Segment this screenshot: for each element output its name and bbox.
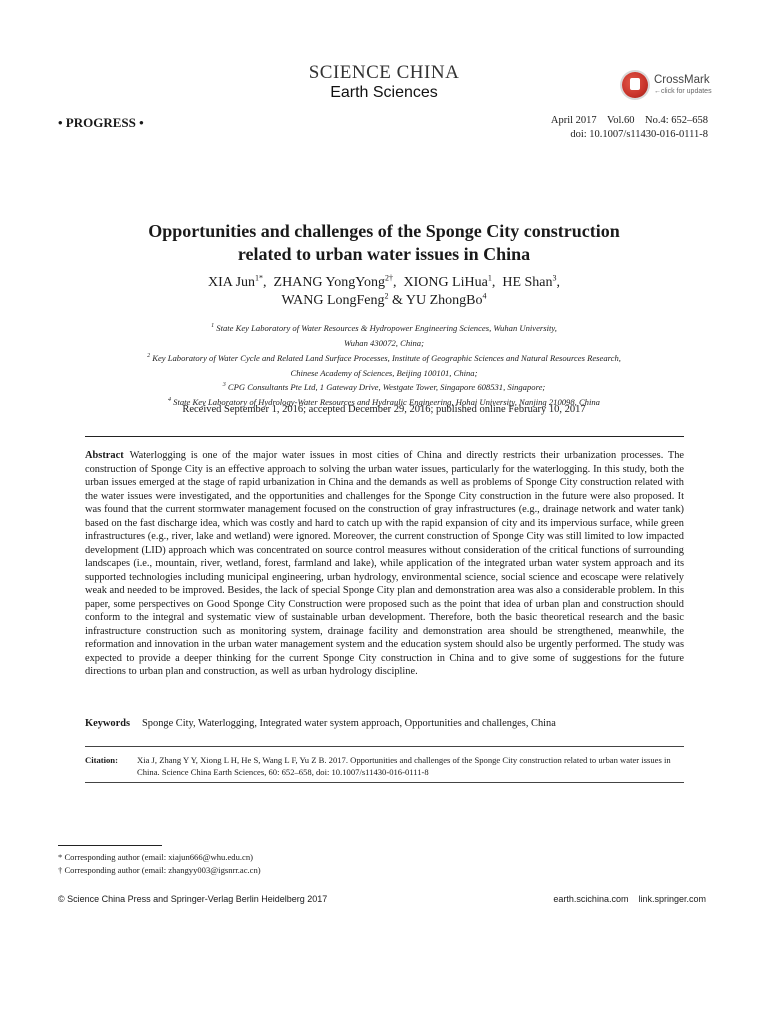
footnote-corresponding-1: * Corresponding author (email: xiajun666@whu.edu.cn) <box>58 852 254 862</box>
affil-number: 4 <box>168 397 172 404</box>
doi[interactable]: doi: 10.1007/s11430-016-0111-8 <box>570 129 708 140</box>
author-affil-mark: 1 <box>487 273 492 283</box>
footer-links <box>553 894 706 904</box>
author-separator: , <box>263 275 271 290</box>
citation-top-rule <box>85 746 684 747</box>
affiliations <box>0 320 768 409</box>
crossmark-title: CrossMark <box>654 74 710 86</box>
author-affil-mark: 1* <box>255 273 264 283</box>
author-affil-mark: 3 <box>552 273 557 283</box>
crossmark-icon <box>622 72 648 98</box>
author-list <box>0 274 768 310</box>
paper-title <box>0 220 768 266</box>
footnote-corresponding-2: † Corresponding author (email: zhangyy003@igsnrr.ac.cn) <box>58 865 261 875</box>
affiliation-line <box>0 379 768 394</box>
abstract <box>85 449 684 679</box>
abstract-label: Abstract <box>85 450 124 461</box>
crossmark-badge[interactable] <box>622 70 722 100</box>
affil-text: CPG Consultants Pte Ltd, 1 Gateway Drive, Westgate Tower, Singapore 608531, Singapore; <box>225 382 546 393</box>
affiliation-line <box>0 320 768 335</box>
keywords <box>85 718 684 729</box>
affiliation-line <box>0 365 768 380</box>
author-name: ZHANG YongYong <box>273 275 385 290</box>
affil-text: State Key Laboratory of Water Resources & Hydropower Engineering Sciences, Wuhan University, <box>214 322 557 333</box>
author-name: XIONG LiHua <box>403 275 488 290</box>
author-affil-mark: 4 <box>482 291 487 301</box>
author-affil-mark: 2 <box>384 291 389 301</box>
affil-number: 1 <box>211 323 215 329</box>
issue-info <box>551 114 708 142</box>
journal-website-link[interactable]: earth.scichina.com <box>553 894 629 904</box>
paper-title-line-2: related to urban water issues in China <box>237 244 531 264</box>
crossmark-subtitle: ←click for updates <box>654 88 712 95</box>
section-label: • PROGRESS • <box>58 115 144 130</box>
author-separator: , <box>491 275 499 290</box>
paper-title-line-1: Opportunities and challenges of the Sponge City construction <box>148 221 620 241</box>
affil-number: 2 <box>147 352 151 359</box>
affil-text: Chinese Academy of Sciences, Beijing 100101, China; <box>290 367 478 378</box>
author-separator: & <box>388 293 406 308</box>
author-name: YU ZhongBo <box>405 293 483 308</box>
journal-name: SCIENCE CHINA <box>308 62 460 83</box>
footnotes <box>58 851 261 877</box>
citation-label: Citation: <box>85 755 118 765</box>
citation-text: Xia J, Zhang Y Y, Xiong L H, He S, Wang L F, Yu Z B. 2017. Opportunities and challenges of the Sponge City construction related to urban water issues in China. Science China Earth Sciences, 60: 652–658, doi: 10.1007/s11430-016-0111-8 <box>137 755 671 777</box>
author-separator: , <box>556 275 560 290</box>
springer-link[interactable]: link.springer.com <box>638 894 706 904</box>
citation-bottom-rule <box>85 782 684 783</box>
abstract-text: Waterlogging is one of the major water issues in most cities of China and directly restricts their urbanization processes. The construction of Sponge City is an effective approach to solving the urban water issues, particularly for the waterlogging. In this study, both the urban issues emerged at the stage of rapid urbanization in China and the demands as well as problems of Sponge City construction related with the water issues were investigated, and the opportunities and challenges for the Sponge City construction in the future were also proposed. It was found that the current stormwater management focused on the construction of gray infrastructures (e.g., drainage network and water tank) based on the fast discharge idea, which was costly and hard to catch up with the rapid expansion of city and its impervious surface, while green infrastructures (e.g., river, lake and wetland) were ignored. Moreover, the current construction of Sponge City was still limited to low impacted development (LID) approach which was concentrated on source control measures without consideration of the critical functions of surrounding landscapes (i.e., mountain, river, wetland, forest, farmland and lake), while application of the integrated urban water system approach and its supported technologies including municipal engineering, urban hydrology, environmental science, social science and ecoscape were relatively weak and needed to be improved. Besides, the lack of special Sponge City plan and demonstration area was also a considerable problem. In this paper, some perspectives on Good Sponge City Construction were proposed such as the point that idea of urban plan and construction should conform to the integral and systematic view of sustainable urban development. Therefore, both the basic theoretical research and the basic infrastructure construction such as monitoring system, drainage facility and demonstration area should be strengthened, meanwhile, the reformation and innovation in the urban water management system and the education system should also be urgently performed. The study was expected to provide a deeper thinking for the current Sponge City construction in China and to give some of suggestions for the future directions to urban plan and construction, as well as urban hydrology discipline. <box>85 450 684 677</box>
affil-text: Key Laboratory of Water Cycle and Related Land Surface Processes, Institute of Geographic Sciences and Natural Resources Research, <box>150 352 621 363</box>
issue-date-volume: April 2017 Vol.60 No.4: 652–658 <box>550 115 708 126</box>
affil-number: 3 <box>222 382 226 389</box>
keywords-label: Keywords <box>85 718 131 729</box>
journal-subtitle: Earth Sciences <box>330 84 438 101</box>
affiliation-line <box>0 350 768 365</box>
affiliation-line <box>0 335 768 350</box>
keywords-text: Sponge City, Waterlogging, Integrated water system approach, Opportunities and challenges, China <box>142 718 556 729</box>
footnote-rule <box>58 845 162 846</box>
copyright: © Science China Press and Springer-Verlag Berlin Heidelberg 2017 <box>58 894 328 904</box>
affil-text: State Key Laboratory of Hydrology-Water Resources and Hydraulic Engineering, Hohai University, Nanjing 210098, China <box>171 397 600 408</box>
abstract-top-rule <box>85 436 684 437</box>
author-affil-mark: 2† <box>384 273 393 283</box>
received-dates: Received September 1, 2016; accepted December 29, 2016; published online February 10, 2017 <box>182 404 586 415</box>
author-separator: , <box>392 275 400 290</box>
affil-text: Wuhan 430072, China; <box>344 337 424 348</box>
author-name: XIA Jun <box>207 275 256 290</box>
author-name: WANG LongFeng <box>281 293 385 308</box>
author-name: HE Shan <box>502 275 553 290</box>
